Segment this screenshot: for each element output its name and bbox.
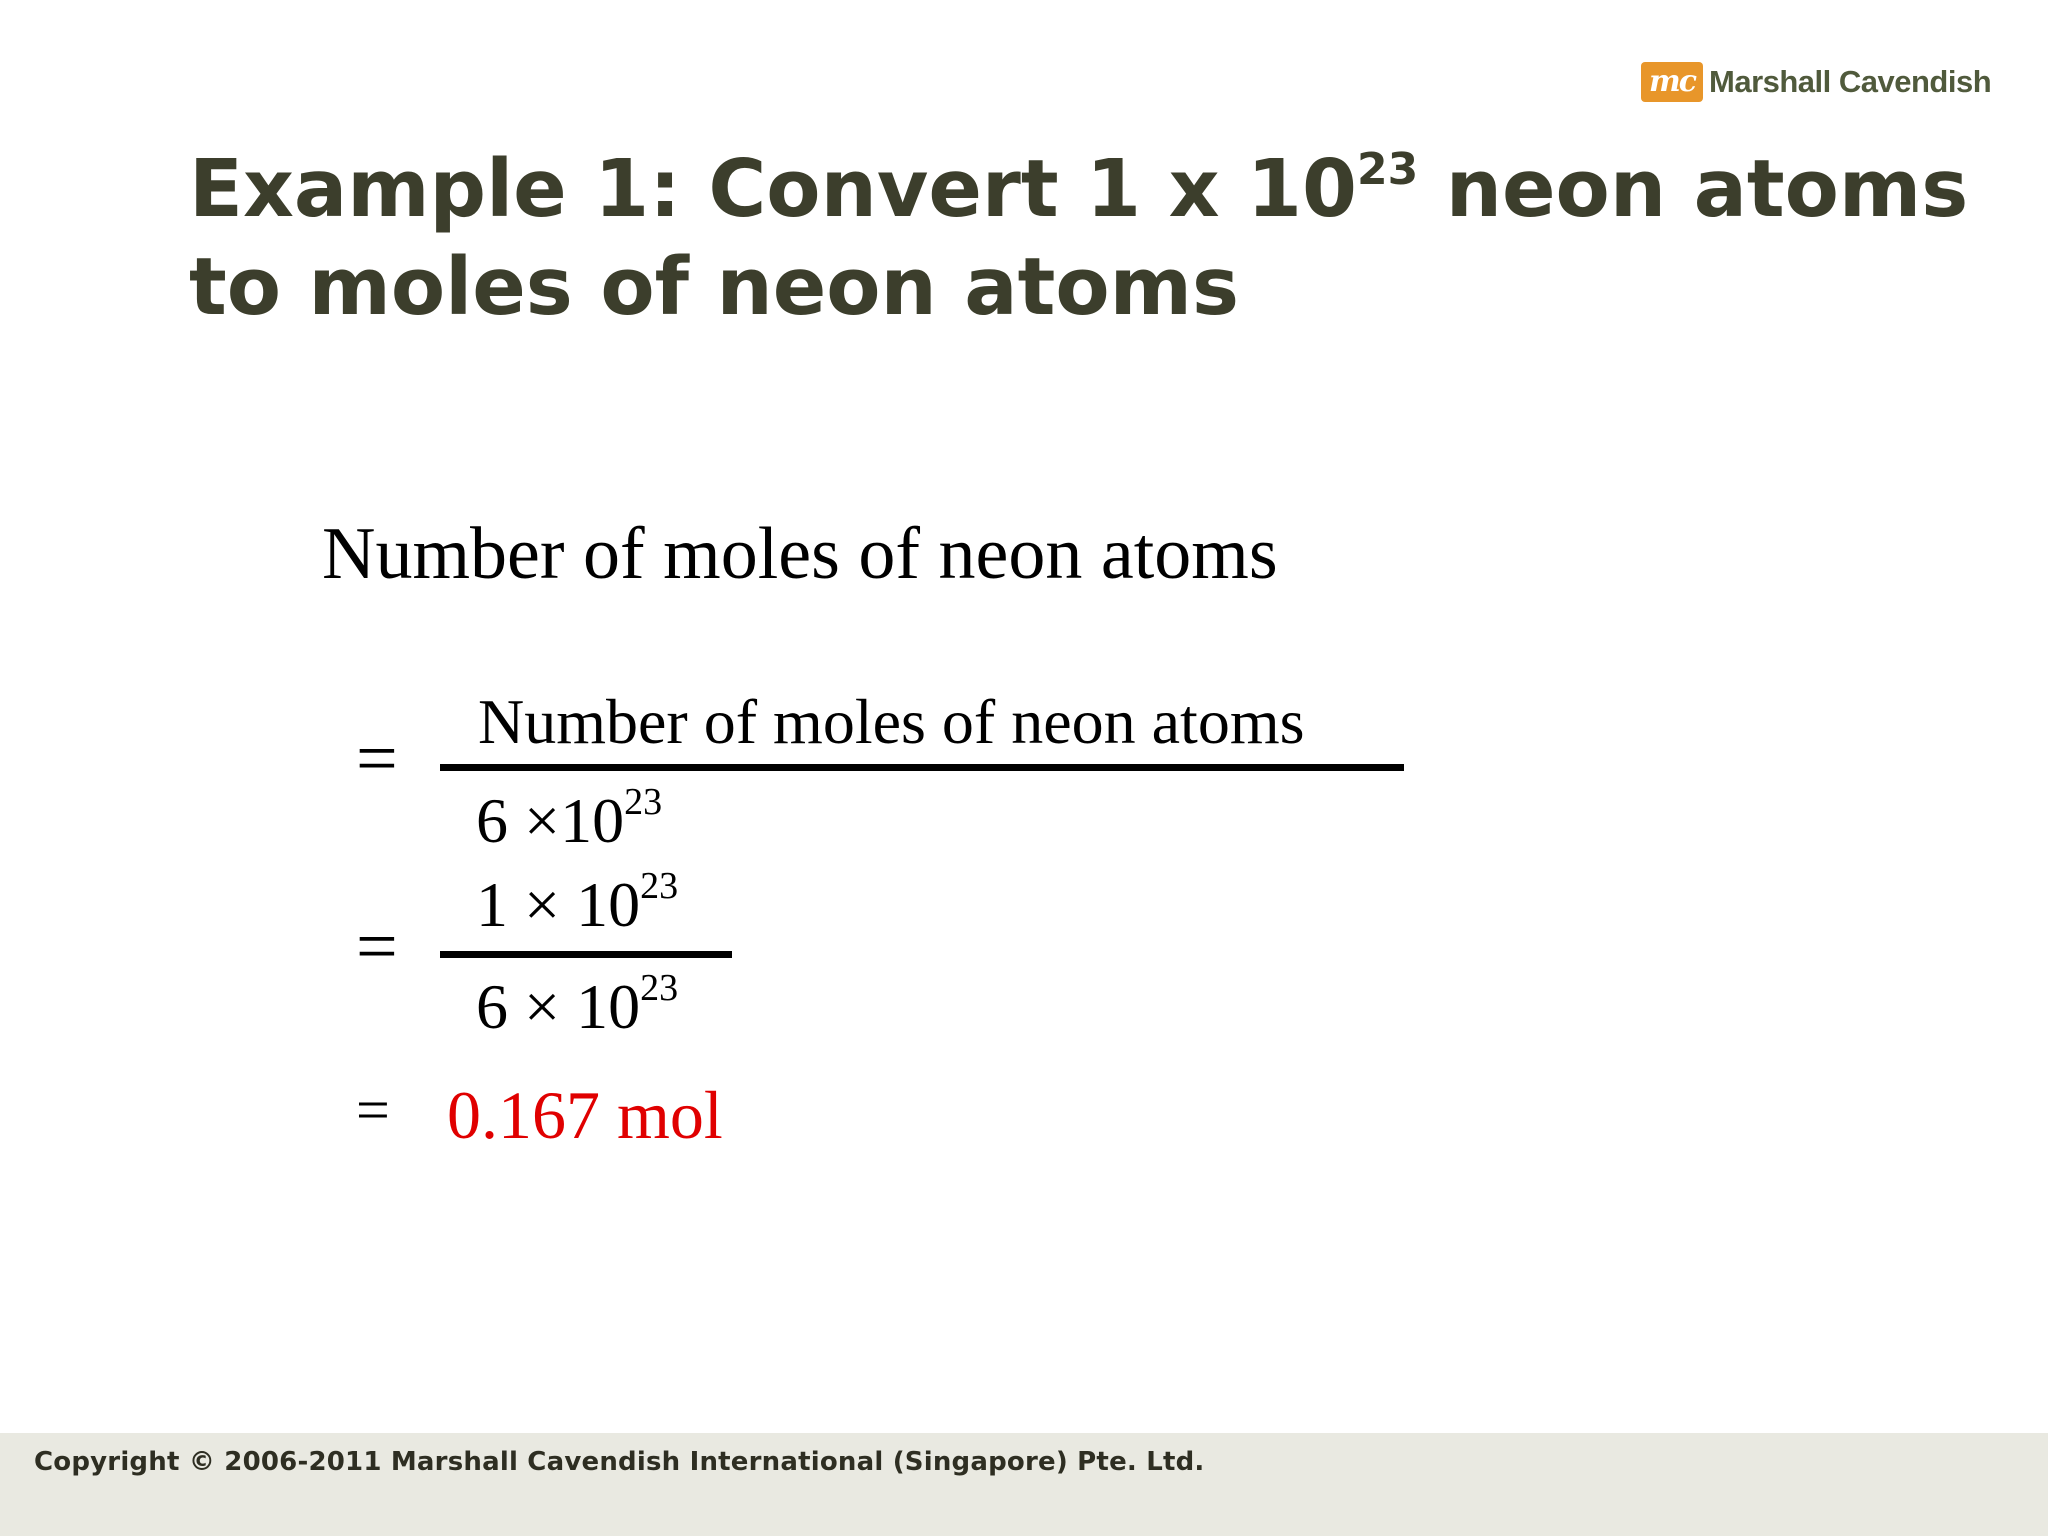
equals-sign-3: = xyxy=(356,1077,390,1143)
equals-sign-2: = xyxy=(356,906,398,988)
title-exponent: 23 xyxy=(1357,144,1419,195)
step2-denominator-base: 6 × 10 xyxy=(476,971,641,1042)
step1-denominator-exponent: 23 xyxy=(624,781,663,823)
working-heading: Number of moles of neon atoms xyxy=(322,513,1278,595)
step1-numerator: Number of moles of neon atoms xyxy=(478,686,1305,757)
equals-sign-1: = xyxy=(356,718,398,800)
title-example-label: Example 1: xyxy=(189,143,681,235)
answer-value: 0.167 mol xyxy=(447,1077,723,1153)
title-line1-end: neon atoms xyxy=(1418,143,1969,235)
footer-bar xyxy=(0,1433,2048,1536)
step2-denominator-exponent: 23 xyxy=(640,967,679,1009)
logo-mark-text: mc xyxy=(1648,64,1695,99)
step2-numerator xyxy=(476,865,679,942)
fraction-bar-2 xyxy=(440,951,732,958)
step1-denominator-base: 6 ×10 xyxy=(476,785,625,856)
copyright-text: Copyright © 2006-2011 Marshall Cavendish International (Singapore) Pte. Ltd. xyxy=(34,1447,1205,1477)
step2-numerator-base: 1 × 10 xyxy=(476,869,641,940)
step2-numerator-exponent: 23 xyxy=(640,865,679,907)
title-line1-text: Convert 1 x 10 xyxy=(680,143,1357,235)
fraction-bar-1 xyxy=(440,764,1404,771)
step2-denominator xyxy=(476,967,679,1044)
brand-logo xyxy=(1641,62,1991,102)
logo-text: Marshall Cavendish xyxy=(1709,64,1992,99)
slide-title xyxy=(189,140,1989,336)
step1-denominator xyxy=(476,781,663,858)
mc-logo-icon xyxy=(1641,62,1703,102)
title-line2: to moles of neon atoms xyxy=(189,241,1239,333)
